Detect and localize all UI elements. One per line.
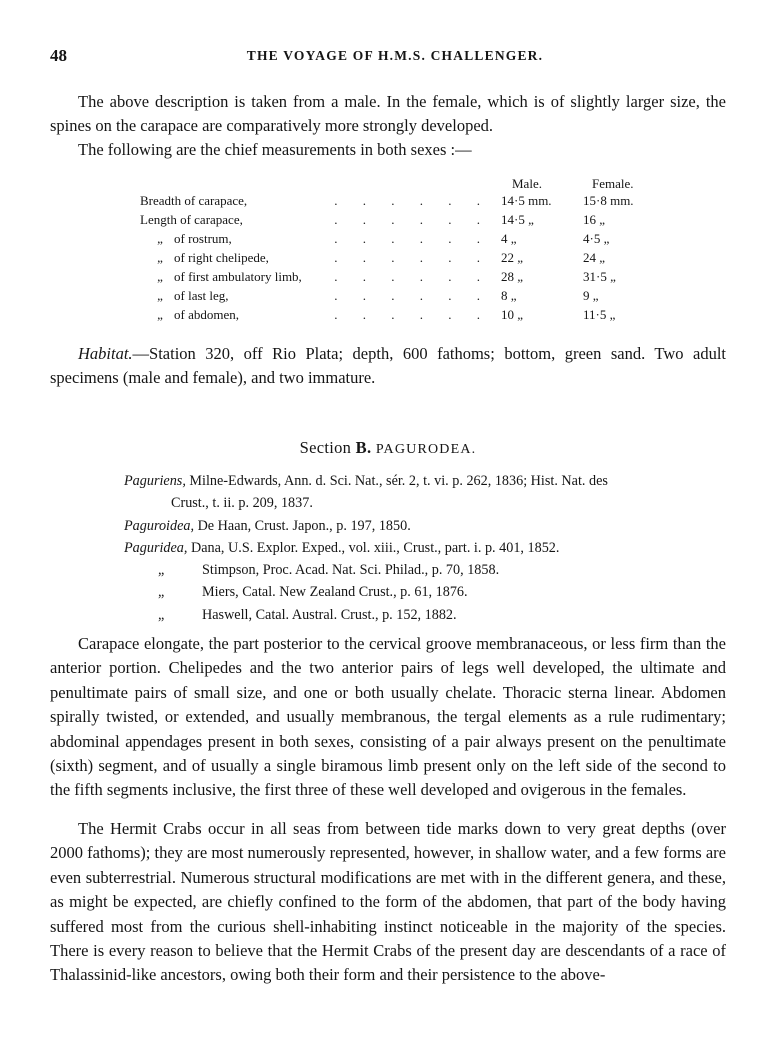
- description-paragraph: Carapace elongate, the part posterior to the cervical groove membranaceous, or less firm than the anterior portion. Chelipedes and the two anterior pairs of legs well developed, the ultimate and penultimate pairs of small size, and one or both usually chelate. Thoracic sterna linear. Abdomen spirally twisted, or extended, and usually membranous, the tergal elements as a rule rudimentary; abdominal appendages present in both sexes, consisting of a pair always present on the penultimate (sixth) segment, and of usually a single biramous limb present only on the left side of the second to the fifth segments inclusive, the first three of these well developed and ovigerous in the females.: [50, 634, 726, 800]
- table-row: [140, 305, 660, 324]
- reference-citation: Miers, Catal. New Zealand Crust., p. 61, 1876.: [202, 584, 468, 601]
- leader-dots: . . . . . .: [334, 307, 480, 322]
- male-value: 8 „: [501, 288, 517, 303]
- female-value: 9 „: [583, 288, 599, 303]
- measurement-label-text: Breadth of carapace,: [140, 193, 248, 208]
- female-value: 24 „: [583, 250, 606, 265]
- habitat-paragraph: [50, 342, 726, 391]
- male-value: 22 „: [501, 250, 524, 265]
- page-number: 48: [50, 46, 67, 65]
- measurement-label: [140, 191, 247, 210]
- measurements-table: [140, 174, 660, 324]
- ditto-mark: „: [157, 269, 163, 284]
- table-row: [140, 267, 660, 286]
- male-value: 28 „: [501, 269, 524, 284]
- male-value: 14·5 „: [501, 212, 534, 227]
- table-row: [140, 210, 660, 229]
- table-row: [140, 191, 660, 210]
- ditto-mark: „: [158, 584, 165, 601]
- measurement-label: [140, 305, 239, 324]
- column-header-male: Male.: [512, 176, 542, 191]
- leader-dots: . . . . . .: [334, 250, 480, 265]
- measurement-label-text: of abdomen,: [174, 307, 239, 322]
- measurement-label: [140, 210, 243, 229]
- leader-dots: . . . . . .: [334, 231, 480, 246]
- running-title: THE VOYAGE OF H.M.S. CHALLENGER.: [246, 48, 544, 63]
- male-value: 14·5 mm.: [501, 193, 552, 208]
- reference-citation: Haswell, Catal. Austral. Crust., p. 152, 1882.: [202, 606, 457, 623]
- habitat-text: —Station 320, off Rio Plata; depth, 600 fathoms; bottom, green sand. Two adult specimens (male and female), and two immature.: [50, 344, 726, 388]
- female-value: 16 „: [583, 212, 606, 227]
- table-header-row: [140, 174, 660, 191]
- reference-citation: Stimpson, Proc. Acad. Nat. Sci. Philad., p. 70, 1858.: [202, 562, 500, 579]
- section-name: PAGURODEA.: [375, 442, 477, 457]
- page-header: [50, 46, 740, 70]
- female-value: 15·8 mm.: [583, 193, 634, 208]
- column-header-female: Female.: [592, 176, 634, 191]
- measurement-label: [140, 248, 269, 267]
- leader-dots: . . . . . .: [334, 193, 480, 208]
- synonymy-references: [124, 470, 726, 626]
- section-prefix: Section: [299, 438, 352, 457]
- ditto-reference-entry: [124, 559, 726, 581]
- ditto-mark: „: [157, 231, 163, 246]
- ditto-mark: „: [157, 250, 163, 265]
- male-value: 10 „: [501, 307, 524, 322]
- reference-entry: [124, 537, 726, 559]
- ditto-reference-entry: [124, 581, 726, 603]
- measurement-label-text: of last leg,: [174, 288, 229, 303]
- table-row: [140, 248, 660, 267]
- measurement-label: [140, 229, 232, 248]
- male-value: 4 „: [501, 231, 517, 246]
- female-value: 31·5 „: [583, 269, 616, 284]
- table-row: [140, 286, 660, 305]
- measurement-label-text: Length of carapace,: [140, 212, 243, 227]
- leader-dots: . . . . . .: [334, 288, 480, 303]
- discussion-paragraph: The Hermit Crabs occur in all seas from between tide marks down to very great depths (over 2000 fathoms); they are most numerously represented, however, in shallow water, and a few forms are even subterrestrial. Numerous structural modifications are met with in the different genera, and these, as might be expected, are chiefly confined to the form of the abdomen, that part of the body having suffered most from the curious shell-inhabiting instinct noticeable in the majority of the species. There is every reason to believe that the Hermit Crabs of the present day are descendants of a race of Thalassinid-like ancestors, owing both their form and their persistence to the above-: [50, 819, 726, 985]
- ditto-reference-entry: [124, 604, 726, 626]
- measurement-label-text: of first ambulatory limb,: [174, 269, 302, 284]
- measurement-label-text: of right chelipede,: [174, 250, 269, 265]
- section-letter: B.: [355, 438, 372, 457]
- ditto-mark: „: [157, 288, 163, 303]
- leader-dots: . . . . . .: [334, 212, 480, 227]
- leader-dots: . . . . . .: [334, 269, 480, 284]
- table-row: [140, 229, 660, 248]
- ditto-mark: „: [158, 606, 165, 623]
- reference-citation: De Haan, Crust. Japon., p. 197, 1850.: [194, 517, 411, 534]
- female-value: 4·5 „: [583, 231, 610, 246]
- reference-citation: Milne-Edwards, Ann. d. Sci. Nat., sér. 2, t. vi. p. 262, 1836; Hist. Nat. des: [185, 473, 608, 489]
- reference-taxon: Paguroidea,: [124, 517, 195, 534]
- ditto-mark: „: [158, 562, 165, 579]
- ditto-mark: „: [157, 307, 163, 322]
- female-value: 11·5 „: [583, 307, 616, 322]
- intro-paragraph: The above description is taken from a male. In the female, which is of slightly larger size, the spines on the carapace are comparatively more strongly developed.: [50, 92, 726, 136]
- reference-continuation: Crust., t. ii. p. 209, 1837.: [171, 495, 313, 512]
- section-heading: [50, 438, 726, 458]
- reference-citation: Dana, U.S. Explor. Exped., vol. xiii., Crust., part. i. p. 401, 1852.: [187, 539, 560, 556]
- measurements-intro: The following are the chief measurements in both sexes :—: [78, 140, 472, 159]
- habitat-label: Habitat.: [78, 344, 133, 363]
- measurement-label-text: of rostrum,: [174, 231, 232, 246]
- reference-entry: [124, 515, 726, 537]
- measurement-label: [140, 286, 229, 305]
- reference-entry: [124, 470, 726, 492]
- reference-taxon: Paguriens,: [124, 473, 186, 489]
- reference-taxon: Paguridea,: [124, 539, 188, 556]
